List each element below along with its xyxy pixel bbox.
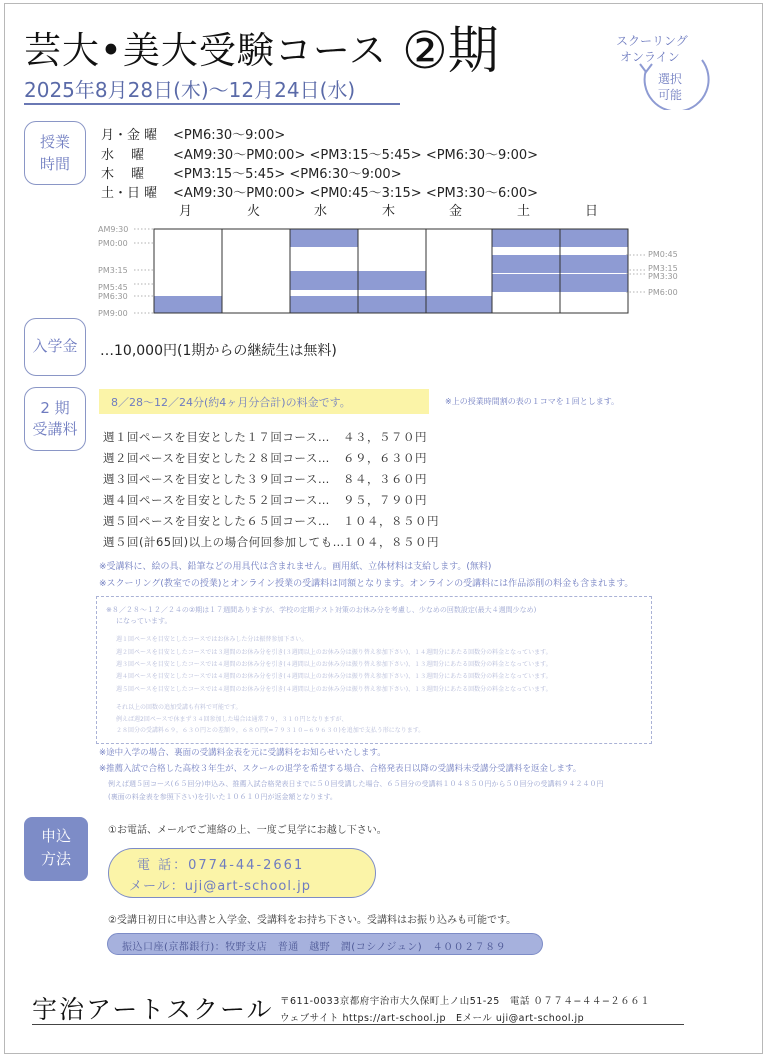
schedule-times: <AM9:30〜PM0:00> <PM0:45〜3:15> <PM3:30〜6:00>: [173, 186, 539, 201]
grid-day-fri: 金: [449, 204, 463, 219]
course-name: 週２回ペースを目安とした２８回コース…: [103, 451, 330, 465]
entrance-label: 入学金: [32, 337, 78, 355]
fine-print-line: 週５回ペースを目安としたコースでは４週間のお休み分を引き(４週間以上のお休み分は振り替え参加下さい)、１３週間分にあたる回数分の料金となっています。: [116, 686, 552, 693]
grid-time-label-right: PM0:45: [648, 250, 678, 259]
fine-print-line: 週１回ペースを目安としたコースではお休みした分は振替参加下さい。: [116, 636, 308, 643]
schedule-row: [101, 124, 285, 143]
school-web-email[interactable]: ウェブサイト https://art-school.jp Eメール uji@art-school.jp: [280, 1013, 585, 1024]
contact-pill: [108, 848, 376, 898]
block-sun-am930: [560, 229, 628, 247]
course-row: [103, 492, 427, 508]
tuition-note: ※上の授業時間割の表の１コマを１回とします。: [445, 397, 620, 406]
grid-time-label-right: PM6:00: [648, 288, 678, 297]
course-price: ４３，５７０円: [343, 430, 427, 444]
tuition-highlight: [99, 389, 429, 414]
course-price: ６９，６３０円: [343, 451, 427, 465]
grid-time-label: PM5:45: [98, 283, 128, 292]
tuition-note-supplies: ※受講料に、絵の具、鉛筆などの用具代は含まれません。画用紙、立体材料は支給します。(無料): [99, 562, 492, 572]
grid-day-wed: 水: [314, 204, 328, 219]
course-price: ９５，７９０円: [343, 493, 427, 507]
tuition-label-line2: 受講料: [32, 420, 78, 438]
apply-label-line2: 方法: [40, 850, 71, 868]
course-row: [103, 429, 427, 445]
course-row: [103, 450, 427, 466]
contact-email[interactable]: メール：uji@art-school.jp: [129, 879, 311, 894]
grid-day-mon: 月: [179, 204, 193, 219]
note-refund-example2: (裏面の料金表を参照下さい)を引いた１０６１０円が返金額となります。: [108, 793, 337, 801]
block-fri-pm630: [426, 296, 492, 313]
course-name: 週５回(計65回)以上の場合何回参加しても…: [103, 535, 345, 549]
fine-print-line: 週２回ペースを目安としたコースでは３週間のお休み分を引き(３週間以上のお休み分は振り替え参加下さい)、１４週間分にあたる回数分の料金となっています。: [116, 649, 552, 656]
school-address: 〒611-0033京都府宇治市大久保町上ノ山51-25 電話 ０７７４−４４−２６６１: [280, 996, 651, 1007]
tuition-note-online: ※スクーリング(教室での授業)とオンライン授業の受講料は同額となります。オンラインの受講料には作品添削の料金も含まれます。: [99, 579, 634, 589]
note-refund: ※推薦入試で合格した高校３年生が、スクールの退学を希望する場合、合格発表日以降の受講料未受講分受講料を返金します。: [99, 764, 582, 774]
course-name: 週４回ペースを目安とした５２回コース…: [103, 493, 330, 507]
course-price: １０４，８５０円: [343, 514, 439, 528]
grid-day-sun: 日: [585, 204, 599, 219]
block-wed-am930: [290, 229, 358, 247]
course-name: 週３回ペースを目安とした３９回コース…: [103, 472, 330, 486]
block-wed-pm630: [290, 296, 358, 313]
timetable-grid: [96, 222, 656, 322]
badge-line3: 選択: [658, 72, 683, 86]
school-name: 宇治アートスクール: [32, 995, 274, 1024]
schedule-label-line1: 授業: [39, 133, 70, 151]
schedule-label-line2: 時間: [39, 155, 70, 173]
course-row: [103, 471, 427, 487]
section-label-apply: [24, 817, 88, 881]
course-name: 週１回ペースを目安とした１７回コース…: [103, 430, 330, 444]
apply-label-line1: 申込: [40, 827, 71, 845]
grid-time-label-right: PM3:15: [648, 264, 678, 273]
apply-step2: ②受講日初日に申込書と入学金、受講料をお持ち下さい。受講料はお振り込みも可能です。: [108, 915, 517, 926]
apply-step1: ①お電話、メールでご連絡の上、一度ご見学にお越し下さい。: [108, 825, 387, 836]
grid-time-label: PM3:15: [98, 266, 128, 275]
contact-phone[interactable]: 電 話：0774-44-2661: [137, 858, 305, 873]
fine-print-extra: 例えば週2回ペースで休まず３４回参加した場合は通常７９，３１０円となりますが、: [116, 716, 348, 723]
block-sun-pm045: [560, 255, 628, 273]
badge-line1: スクーリング: [616, 34, 688, 48]
block-thu-pm630: [358, 296, 426, 313]
page-title: 芸大•美大受験コース: [24, 29, 387, 72]
grid-time-label: PM9:00: [98, 309, 128, 318]
grid-day-sat: 土: [517, 204, 531, 219]
phase-title: ②期: [402, 22, 499, 81]
badge-line4: 可能: [658, 88, 683, 102]
badge-line2: オンライン: [620, 50, 680, 64]
grid-day-tue: 火: [247, 204, 261, 219]
course-name: 週５回ペースを目安とした６５回コース…: [103, 514, 330, 528]
footer-divider: [32, 1024, 684, 1025]
fine-print-extra: それ以上の回数の追加受講も有料で可能です。: [116, 704, 242, 711]
section-label-entrance: [24, 318, 86, 376]
section-label-tuition: [24, 387, 86, 451]
schedule-times: <AM9:30〜PM0:00> <PM3:15〜5:45> <PM6:30〜9:00>: [173, 148, 539, 163]
course-row: [103, 513, 439, 529]
tuition-highlight-text: 8／28〜12／24分(約4ヶ月分合計)の料金です。: [111, 396, 351, 409]
block-sat-pm045: [492, 255, 560, 273]
grid-time-label: AM9:30: [98, 225, 129, 234]
schedule-times: <PM6:30〜9:00>: [173, 128, 286, 143]
schedule-day: 月・金 曜: [101, 128, 158, 143]
grid-time-label: PM0:00: [98, 239, 128, 248]
grid-day-thu: 木: [382, 204, 396, 219]
course-row: [103, 534, 439, 550]
dates-underline: [24, 103, 400, 105]
schedule-day: 木 曜: [101, 167, 145, 182]
block-wed-pm315: [290, 271, 358, 290]
block-sat-pm330: [492, 274, 560, 292]
block-mon-pm630: [154, 296, 222, 313]
fine-print-intro2: になっています。: [116, 617, 172, 625]
course-price: １０４，８５０円: [343, 535, 439, 549]
section-label-schedule: [24, 121, 86, 185]
note-refund-example: 例えば週５回コース(６５回分)申込み、推薦入試合格発表日までに５０回受講した場合、６５回分の受講料１０４８５０円から５０回分の受講料９４２４０円: [108, 780, 604, 788]
grid-time-label-right: PM3:30: [648, 272, 678, 281]
schedule-times: <PM3:15〜5:45> <PM6:30〜9:00>: [173, 167, 402, 182]
note-mid-enrollment: ※途中入学の場合、裏面の受講料金表を元に受講料をお知らせいたします。: [99, 748, 386, 758]
bank-account-text: 振込口座(京都銀行)：牧野支店 普通 越野 潤(コシノジュン) ４００２７８９: [122, 942, 507, 953]
schedule-row: [101, 182, 538, 201]
fine-print-intro: ※８／２８〜１２／２４の②期は１７週間ありますが、学校の定期テスト対策のお休み分を考慮し、少なめの回数設定(最大４週間少なめ): [106, 606, 537, 614]
schooling-online-badge: [606, 30, 726, 110]
tuition-label-line1: 2 期: [40, 399, 70, 417]
fine-print-line: 週４回ペースを目安としたコースでは４週間のお休み分を引き(４週間以上のお休み分は振り替え参加下さい)、１３週間分にあたる回数分の料金となっています。: [116, 673, 552, 680]
block-sun-pm330: [560, 274, 628, 292]
fine-print-line: 週３回ペースを目安としたコースでは４週間のお休み分を引き(４週間以上のお休み分は振り替え参加下さい)、１３週間分にあたる回数分の料金となっています。: [116, 661, 552, 668]
course-price: ８４，３６０円: [343, 472, 427, 486]
schedule-day: 水 曜: [101, 148, 145, 163]
fine-print-extra: ２８回分の受講料６９，６３０円との差額９，６８０円(=７９３１０−６９６３０)を追加で支払う形になります。: [116, 727, 425, 734]
entrance-fee: …10,000円(1期からの継続生は無料): [100, 343, 337, 359]
grid-time-label: PM6:30: [98, 292, 128, 301]
schedule-row: [101, 144, 538, 163]
bank-account-pill: [107, 933, 543, 955]
grid-class-blocks: [154, 229, 628, 313]
block-sat-am930: [492, 229, 560, 247]
schedule-row: [101, 163, 402, 182]
course-dates: 2025年8月28日(木)〜12月24日(水): [24, 78, 356, 102]
block-thu-pm315: [358, 271, 426, 290]
schedule-day: 土・日 曜: [101, 186, 158, 201]
